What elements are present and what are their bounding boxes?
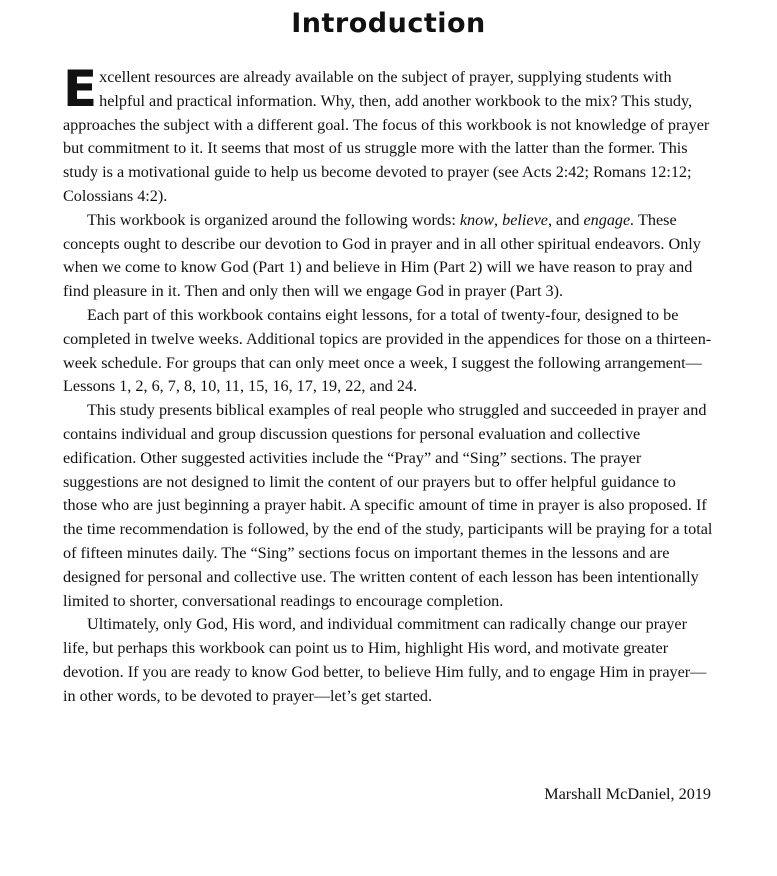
keyword-engage: engage. [583, 210, 635, 229]
paragraph-2-rest: These concepts ought to describe our devotion to God in prayer and in all other spiritual endeavors. Only when we come to know God (Part 1) and believe in Him (Part 2) will we have reason to pray and find pleasure in it. Then and only then will we engage God in prayer (Part 3). [63, 210, 701, 301]
drop-cap: E [63, 60, 98, 118]
author-signature: Marshall McDaniel, 2019 [544, 785, 711, 803]
paragraph-2-sep2: , and [547, 210, 584, 229]
paragraph-2 [63, 209, 713, 304]
page-title: Introduction [291, 8, 486, 39]
introduction-body [63, 60, 713, 709]
paragraph-2-lead: This workbook is organized around the following words: [87, 210, 460, 229]
paragraph-4: This study presents biblical examples of real people who struggled and succeeded in prayer and contains individual and group discussion questions for personal evaluation and collective edification. Other suggested activities include the “Pray” and “Sing” sections. The prayer suggestions are not designed to limit the content of our prayers but to offer helpful guidance to those who are just beginning a prayer habit. A specific amount of time in prayer is also proposed. If the time recommendation is followed, by the end of the study, participants will be praying for a total of fifteen minutes daily. The “Sing” sections focus on important themes in the lessons and are designed for personal and collective use. The written content of each lesson has been intentionally limited to shorter, conversational readings to encourage completion. [63, 401, 713, 610]
paragraph-3: Each part of this workbook contains eight lessons, for a total of twenty-four, designed to be completed in twelve weeks. Additional topics are provided in the appendices for those on a thirteen-week schedule. For groups that can only meet once a week, I suggest the following arrangement—Lessons 1, 2, 6, 7, 8, 10, 11, 15, 16, 17, 19, 22, and 24. [63, 305, 712, 396]
keyword-know: know [459, 210, 495, 229]
paragraph-5: Ultimately, only God, His word, and individual commitment can radically change our prayer life, but perhaps this workbook can point us to Him, highlight His word, and motivate greater devotion. If you are ready to know God better, to believe Him fully, and to engage Him in prayer—in other words, to be devoted to prayer—let’s get started. [63, 615, 707, 705]
keyword-believe: believe [502, 210, 548, 229]
paragraph-2-sep1: , [494, 210, 503, 229]
paragraph-1 [63, 60, 713, 209]
paragraph-1-text: xcellent resources are already available on the subject of prayer, supplying students with helpful and practical information. Why, then, add another workbook to the mix? This study, approaches the subject with a different goal. The focus of this workbook is not knowledge of prayer but commitment to it. It seems that most of us struggle more with the latter than the former. This study is a motivational guide to help us become devoted to prayer (see Acts 2:42; Romans 12:12; Colossians 4:2). [63, 68, 710, 205]
